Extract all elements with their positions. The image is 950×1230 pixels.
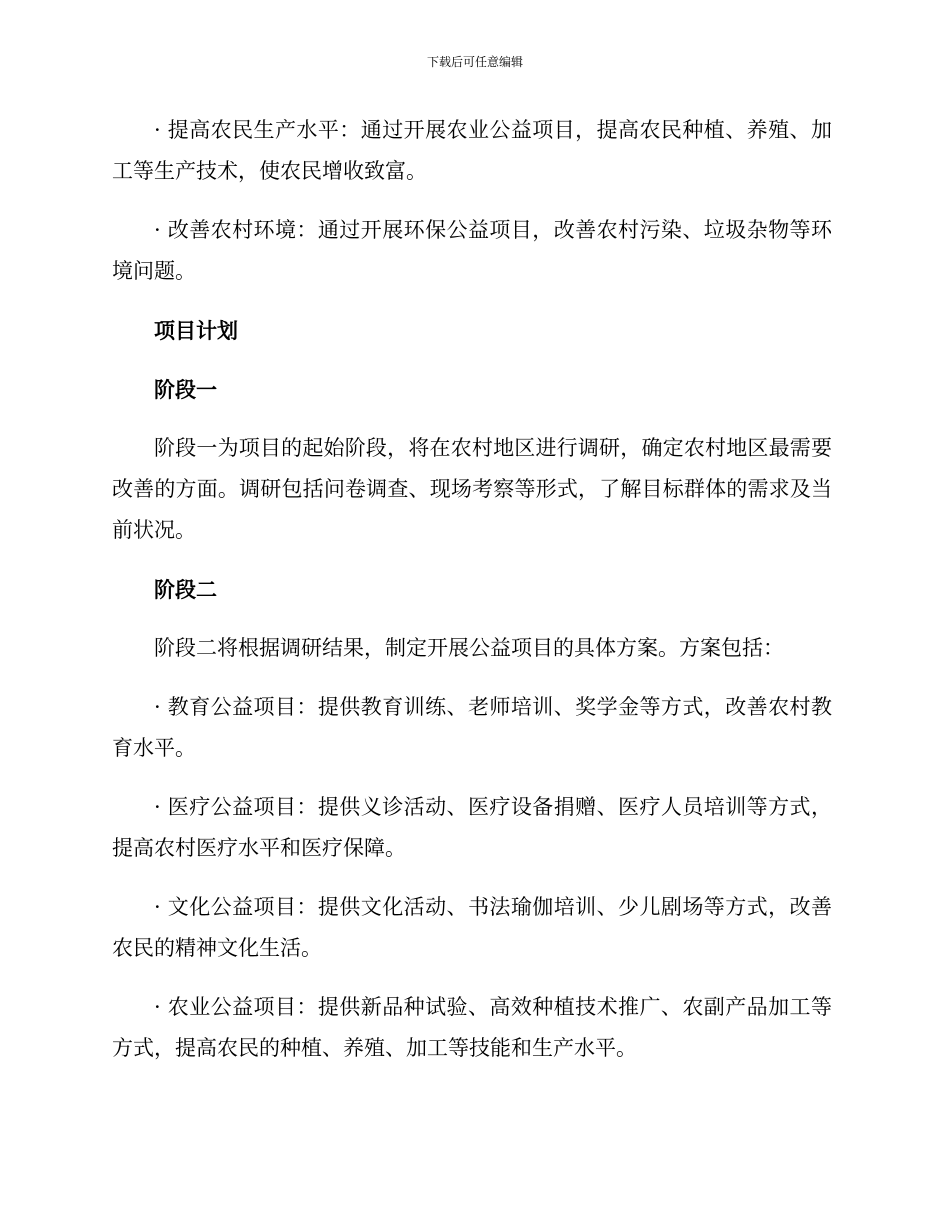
page-header: 下载后可任意编辑 — [426, 55, 523, 69]
document-body — [112, 110, 832, 1087]
bullet-culture: · 文化公益项目：提供文化活动、书法瑜伽培训、少儿剧场等方式，改善农民的精神文化生活。 — [112, 895, 832, 960]
bullet-agriculture: · 农业公益项目：提供新品种试验、高效种植技术推广、农副产品加工等方式，提高农民的种植、养殖、加工等技能和生产水平。 — [112, 995, 832, 1060]
heading-phase-two: 阶段二 — [154, 577, 217, 602]
heading-project-plan: 项目计划 — [154, 318, 238, 343]
bullet-medical: · 医疗公益项目：提供义诊活动、医疗设备捐赠、医疗人员培训等方式，提高农村医疗水平和医疗保障。 — [112, 795, 832, 860]
para-phase-two: 阶段二将根据调研结果，制定开展公益项目的具体方案。方案包括： — [154, 636, 784, 660]
para-phase-one: 阶段一为项目的起始阶段，将在农村地区进行调研，确定农村地区最需要改善的方面。调研包括问卷调查、现场考察等形式，了解目标群体的需求及当前状况。 — [112, 436, 832, 542]
bullet-rural-environment: · 改善农村环境：通过开展环保公益项目，改善农村污染、垃圾杂物等环境问题。 — [112, 218, 832, 283]
heading-phase-one: 阶段一 — [154, 377, 217, 402]
bullet-farm-production: · 提高农民生产水平：通过开展农业公益项目，提高农民种植、养殖、加工等生产技术，使农民增收致富。 — [112, 118, 832, 183]
bullet-education: · 教育公益项目：提供教育训练、老师培训、奖学金等方式，改善农村教育水平。 — [112, 695, 832, 760]
